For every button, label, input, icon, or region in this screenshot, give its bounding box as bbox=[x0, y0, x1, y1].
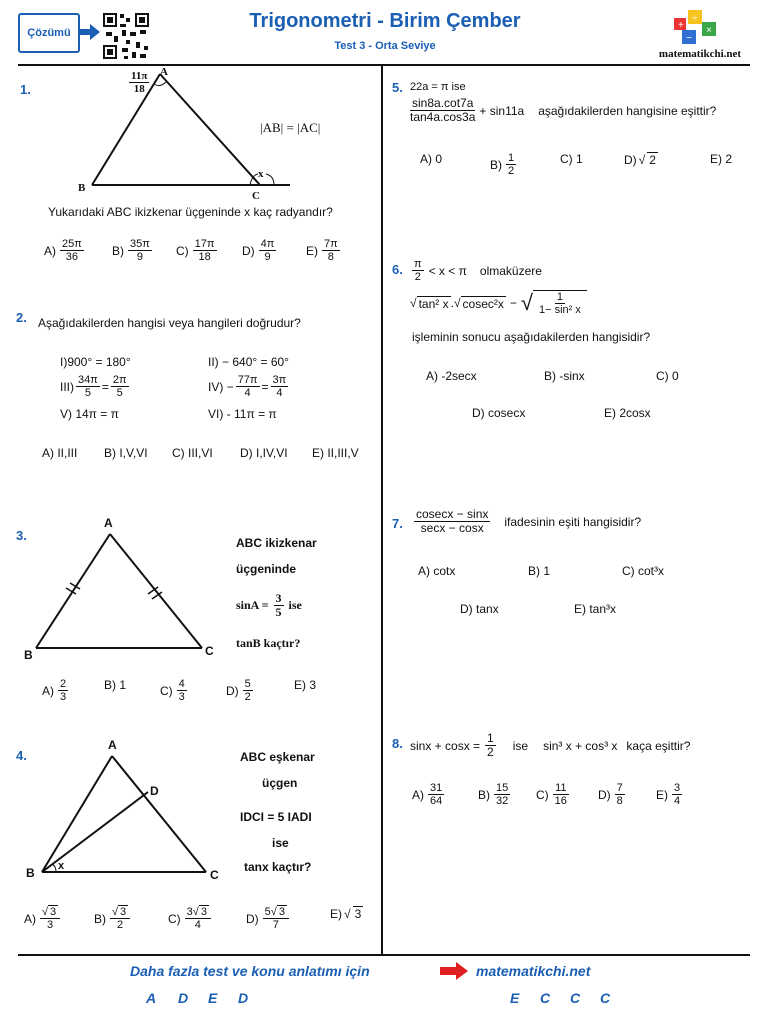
numerator: 17π bbox=[194, 238, 215, 250]
answer-key-item: C bbox=[540, 990, 551, 1006]
q2-question-text: Aşağıdakilerden hangisi veya hangileri doğrudur? bbox=[38, 316, 301, 330]
q2-option-1[interactable] bbox=[42, 446, 77, 460]
option-text: C) 0 bbox=[656, 369, 679, 383]
denominator: 2 bbox=[508, 165, 515, 178]
numerator bbox=[185, 906, 211, 919]
denominator: 36 bbox=[65, 251, 79, 264]
fraction bbox=[60, 238, 84, 263]
q6-expression: √ tan² x . √ cosec²x − √ $\frac{1}{\text{1− sin² x}}$ bbox=[410, 290, 587, 316]
solution-button[interactable] bbox=[18, 13, 80, 53]
q3-vertex-b: B bbox=[24, 648, 33, 662]
radicand: 3 bbox=[278, 906, 285, 918]
q4-line-5: tanx kaçtır? bbox=[244, 860, 312, 874]
arrow-right-icon bbox=[78, 24, 100, 40]
answer-key-item: D bbox=[238, 990, 249, 1006]
option-label: E) bbox=[330, 906, 342, 921]
q6-option-3[interactable] bbox=[656, 369, 679, 383]
denominator: 64 bbox=[430, 795, 443, 808]
q3-option-1[interactable] bbox=[42, 678, 70, 703]
svg-text:+: + bbox=[678, 20, 684, 31]
q3-line-1: ABC ikizkenar bbox=[236, 536, 317, 550]
radicand: 2 bbox=[649, 153, 656, 167]
q1-angle-x: x bbox=[258, 168, 264, 180]
option-text: B) I,V,VI bbox=[104, 446, 148, 460]
option-label: E) 3 bbox=[294, 678, 317, 692]
q3-sin-condition: sinA = $\frac{3}{5}$ ise bbox=[236, 591, 302, 620]
q8-number: 8. bbox=[392, 736, 403, 751]
option-label: A) bbox=[44, 243, 56, 258]
answer-key-item: E bbox=[510, 990, 520, 1006]
option-label: B) bbox=[490, 157, 502, 172]
q5-option-2[interactable] bbox=[490, 152, 518, 177]
numerator: 7π bbox=[324, 238, 338, 250]
q4-option-5[interactable] bbox=[330, 906, 363, 921]
option-label: C) bbox=[160, 683, 173, 698]
numerator: 4 bbox=[178, 678, 185, 690]
footer-site-link[interactable]: matematikchi.net bbox=[476, 963, 591, 979]
q4-option-1[interactable] bbox=[24, 906, 62, 931]
option-label: C) 1 bbox=[560, 152, 583, 166]
option-label: A) bbox=[24, 911, 36, 926]
q5-expression: $\frac{\sin 8a.\cot 7a}{\tan 4a.\cos 3a}$ + sin11a aşağıdakilerden hangisine eşittir? bbox=[410, 96, 717, 125]
q1-triangle-diagram bbox=[70, 64, 310, 209]
q1-option-5[interactable] bbox=[306, 238, 342, 263]
numerator: 11 bbox=[555, 782, 567, 794]
numerator: 3 bbox=[674, 782, 681, 794]
q5-option-4[interactable] bbox=[624, 152, 658, 167]
fraction bbox=[128, 238, 152, 263]
option-text: C) III,VI bbox=[172, 446, 213, 460]
q6-condition: $\frac{\pi}{2}$ < x < π olmaküzere bbox=[414, 258, 542, 284]
option-label: D) bbox=[242, 243, 255, 258]
coefficient: 5 bbox=[264, 906, 271, 918]
radicand: 3 bbox=[50, 906, 57, 918]
option-label: B) 1 bbox=[104, 678, 127, 692]
column-divider bbox=[381, 66, 383, 956]
option-label: B) bbox=[94, 911, 106, 926]
answer-key-item: C bbox=[570, 990, 581, 1006]
q4-number: 4. bbox=[16, 748, 27, 763]
fraction bbox=[177, 678, 187, 703]
q7-option-1[interactable] bbox=[418, 564, 455, 578]
q4-triangle-diagram bbox=[36, 752, 216, 877]
option-text: E) 2cosx bbox=[604, 406, 651, 420]
q4-line-2: üçgen bbox=[262, 776, 298, 790]
answer-key-item: D bbox=[178, 990, 189, 1006]
q4-line-4: ise bbox=[272, 836, 289, 850]
svg-text:×: × bbox=[706, 25, 712, 36]
denominator: 18 bbox=[198, 251, 211, 264]
fraction bbox=[263, 906, 289, 931]
q4-option-3[interactable] bbox=[168, 906, 213, 931]
radicand: 3 bbox=[200, 906, 207, 918]
q1-vertex-b: B bbox=[78, 182, 86, 194]
q1-option-3[interactable] bbox=[176, 238, 219, 263]
brand-name: matematikchi.net bbox=[658, 48, 742, 60]
q6-option-4[interactable] bbox=[472, 406, 525, 420]
denominator: 8 bbox=[616, 795, 623, 808]
fraction bbox=[615, 782, 625, 807]
numerator bbox=[110, 906, 130, 919]
q2-statement-5: V) 14π = π bbox=[60, 407, 119, 421]
option-text: E) tan³x bbox=[574, 602, 617, 616]
q7-expression: $\frac{cosecx - \sin x}{\sec x - \cos x}$ ifadesinin eşiti hangisidir? bbox=[416, 507, 642, 536]
q6-option-5[interactable] bbox=[604, 406, 651, 420]
q3-line-2: üçgeninde bbox=[236, 562, 297, 576]
radicand: 3 bbox=[354, 907, 362, 921]
q7-number: 7. bbox=[392, 516, 403, 531]
numerator: 7 bbox=[616, 782, 623, 794]
q8-option-1[interactable] bbox=[412, 782, 446, 807]
footer-arrow-icon bbox=[440, 962, 468, 980]
q2-statement-1: I)900° = 180° bbox=[60, 355, 131, 369]
option-label: B) bbox=[478, 787, 490, 802]
option-text: A) cotx bbox=[418, 564, 456, 578]
q5-option-3[interactable] bbox=[560, 152, 583, 166]
q2-option-5[interactable] bbox=[312, 446, 359, 460]
q2-option-2[interactable] bbox=[104, 446, 148, 460]
q8-option-2[interactable] bbox=[478, 782, 512, 807]
q2-option-4[interactable] bbox=[240, 446, 288, 460]
option-label: A) 0 bbox=[420, 152, 443, 166]
q3-option-4[interactable] bbox=[226, 678, 255, 703]
fraction bbox=[259, 238, 277, 263]
option-text: D) cosecx bbox=[472, 406, 526, 420]
option-label: A) bbox=[42, 683, 54, 698]
denominator: 8 bbox=[327, 251, 334, 264]
q8-option-4[interactable] bbox=[598, 782, 627, 807]
q3-option-2[interactable] bbox=[104, 678, 126, 692]
qr-code-icon[interactable] bbox=[102, 12, 150, 60]
fraction bbox=[553, 782, 569, 807]
q6-option-2[interactable] bbox=[544, 369, 585, 383]
denominator: 2 bbox=[117, 919, 124, 932]
numerator: 5 bbox=[244, 678, 251, 690]
fraction bbox=[322, 238, 340, 263]
q1-option-4[interactable] bbox=[242, 238, 278, 263]
page-subtitle: Test 3 - Orta Seviye bbox=[334, 40, 436, 52]
q1-question-text: Yukarıdaki ABC ikizkenar üçgeninde x kaç radyandır? bbox=[48, 205, 333, 219]
sqrt-icon: √ bbox=[344, 906, 351, 921]
q4-line-1: ABC eşkenar bbox=[240, 750, 315, 764]
brand-logo-icon bbox=[672, 8, 720, 46]
q4-line-3: IDCI = 5 IADI bbox=[240, 810, 312, 824]
solution-label: Çözümü bbox=[27, 27, 71, 39]
numerator bbox=[40, 906, 60, 919]
denominator: 16 bbox=[554, 795, 567, 808]
denominator: 2 bbox=[244, 691, 251, 704]
option-label: E) bbox=[656, 787, 668, 802]
option-label: D) bbox=[226, 683, 239, 698]
q2-statement-6: VI) - 11π = π bbox=[208, 407, 277, 421]
fraction bbox=[243, 678, 253, 703]
denominator: 3 bbox=[178, 691, 185, 704]
sqrt-icon: √ bbox=[112, 906, 119, 918]
fraction bbox=[494, 782, 510, 807]
q4-vertex-a: A bbox=[108, 738, 117, 752]
sqrt-icon: √ bbox=[270, 906, 277, 918]
q3-vertex-c: C bbox=[205, 644, 214, 658]
denominator: 3 bbox=[47, 919, 54, 932]
q2-statement-3: III) $\frac{34\pi}{5}$ = $\frac{2\pi}{5}$ bbox=[60, 374, 127, 400]
q4-option-2[interactable] bbox=[94, 906, 132, 931]
option-text: B) 1 bbox=[528, 564, 551, 578]
option-text: D) I,IV,VI bbox=[240, 446, 288, 460]
numerator: 4π bbox=[260, 238, 275, 250]
fraction bbox=[40, 906, 60, 931]
denominator: 3 bbox=[60, 691, 67, 704]
q4-option-4[interactable] bbox=[246, 906, 291, 931]
option-text: D) tanx bbox=[460, 602, 499, 616]
option-label: E) 2 bbox=[710, 152, 733, 166]
sqrt-icon: √ bbox=[42, 906, 49, 918]
q1-equality: |AB| = |AC| bbox=[260, 120, 321, 135]
svg-text:÷: ÷ bbox=[692, 13, 698, 24]
q6-number: 6. bbox=[392, 262, 403, 277]
option-label: C) bbox=[176, 243, 189, 258]
q6-question-text: işleminin sonucu aşağıdakilerden hangisidir? bbox=[412, 330, 651, 344]
q1-number: 1. bbox=[20, 82, 31, 97]
option-label: A) bbox=[412, 787, 424, 802]
q7-option-4[interactable] bbox=[460, 602, 499, 616]
answer-key-item: C bbox=[600, 990, 611, 1006]
q5-condition: 22a = π ise bbox=[410, 81, 466, 93]
numerator: 35π bbox=[130, 238, 150, 250]
fraction bbox=[428, 782, 444, 807]
q3-option-5[interactable] bbox=[294, 678, 316, 692]
q3-line-4: tanB kaçtır? bbox=[236, 636, 301, 650]
q4-vertex-c: C bbox=[210, 868, 219, 882]
fraction bbox=[110, 906, 130, 931]
numerator: 31 bbox=[430, 782, 443, 794]
fraction bbox=[193, 238, 217, 263]
option-label: C) bbox=[536, 787, 549, 802]
answer-key-item: E bbox=[208, 990, 218, 1006]
option-label: D) bbox=[246, 911, 259, 926]
denominator: 4 bbox=[674, 795, 681, 808]
option-text: B) -sinx bbox=[544, 369, 585, 383]
q1-option-2[interactable] bbox=[112, 238, 154, 263]
denominator: 7 bbox=[272, 919, 279, 932]
q7-option-3[interactable] bbox=[622, 564, 664, 578]
denominator: 9 bbox=[136, 251, 143, 264]
q1-option-1[interactable] bbox=[44, 238, 86, 263]
footer-text: Daha fazla test ve konu anlatımı için bbox=[130, 963, 370, 979]
denominator: 32 bbox=[496, 795, 509, 808]
q5-option-1[interactable] bbox=[420, 152, 442, 166]
q7-option-5[interactable] bbox=[574, 602, 616, 616]
option-label: D) bbox=[598, 787, 611, 802]
denominator: 9 bbox=[264, 251, 271, 264]
numerator: 15 bbox=[496, 782, 509, 794]
q1-vertex-a: A bbox=[160, 66, 168, 78]
q8-expression: sinx + cosx = $\frac{1}{2}$ ise sin³ x + cos³ x kaça eşittir? bbox=[410, 731, 691, 760]
q2-statement-2: II) − 640° = 60° bbox=[208, 355, 289, 369]
q8-option-5[interactable] bbox=[656, 782, 684, 807]
page-title: Trigonometri - Birim Çember bbox=[249, 10, 521, 32]
fraction bbox=[185, 906, 211, 931]
q4-angle-x: x bbox=[58, 860, 65, 872]
fraction bbox=[58, 678, 68, 703]
answer-key-item: A bbox=[146, 990, 157, 1006]
coefficient: 3 bbox=[186, 906, 193, 918]
option-label: E) bbox=[306, 243, 318, 258]
q4-vertex-d: D bbox=[150, 784, 159, 798]
svg-text:−: − bbox=[686, 33, 692, 44]
q6-option-1[interactable] bbox=[426, 369, 477, 383]
radicand: 3 bbox=[120, 906, 127, 918]
numerator: 25π bbox=[62, 238, 82, 250]
option-label: D) bbox=[624, 152, 637, 167]
option-label: B) bbox=[112, 243, 124, 258]
option-text: A) II,III bbox=[42, 446, 78, 460]
footer-divider bbox=[18, 954, 750, 956]
sqrt-icon: √ bbox=[638, 152, 646, 167]
option-text: E) II,III,V bbox=[312, 446, 359, 460]
fraction bbox=[672, 782, 682, 807]
q1-angle-fraction: $\frac{11\pi}{18}$ bbox=[131, 70, 148, 96]
q5-number: 5. bbox=[392, 80, 403, 95]
q8-option-3[interactable] bbox=[536, 782, 571, 807]
q3-triangle-diagram bbox=[30, 528, 220, 658]
option-text: A) -2secx bbox=[426, 369, 477, 383]
q5-option-5[interactable] bbox=[710, 152, 732, 166]
sqrt-icon: √ bbox=[192, 906, 199, 918]
q3-option-3[interactable] bbox=[160, 678, 189, 703]
q3-number: 3. bbox=[16, 528, 27, 543]
numerator: 2 bbox=[60, 678, 67, 690]
q4-vertex-b: B bbox=[26, 866, 35, 880]
numerator: 1 bbox=[508, 152, 515, 164]
q2-number: 2. bbox=[16, 310, 27, 325]
q3-vertex-a: A bbox=[104, 516, 113, 530]
numerator bbox=[263, 906, 289, 919]
denominator: 4 bbox=[194, 919, 201, 932]
q1-vertex-c: C bbox=[252, 190, 260, 202]
q2-statement-4: IV) − $\frac{77\pi}{4}$ = $\frac{3\pi}{4}$ bbox=[208, 374, 287, 400]
q2-option-3[interactable] bbox=[172, 446, 213, 460]
option-label: C) bbox=[168, 911, 181, 926]
fraction bbox=[506, 152, 516, 177]
option-text: C) cot³x bbox=[622, 564, 664, 578]
q7-option-2[interactable] bbox=[528, 564, 550, 578]
